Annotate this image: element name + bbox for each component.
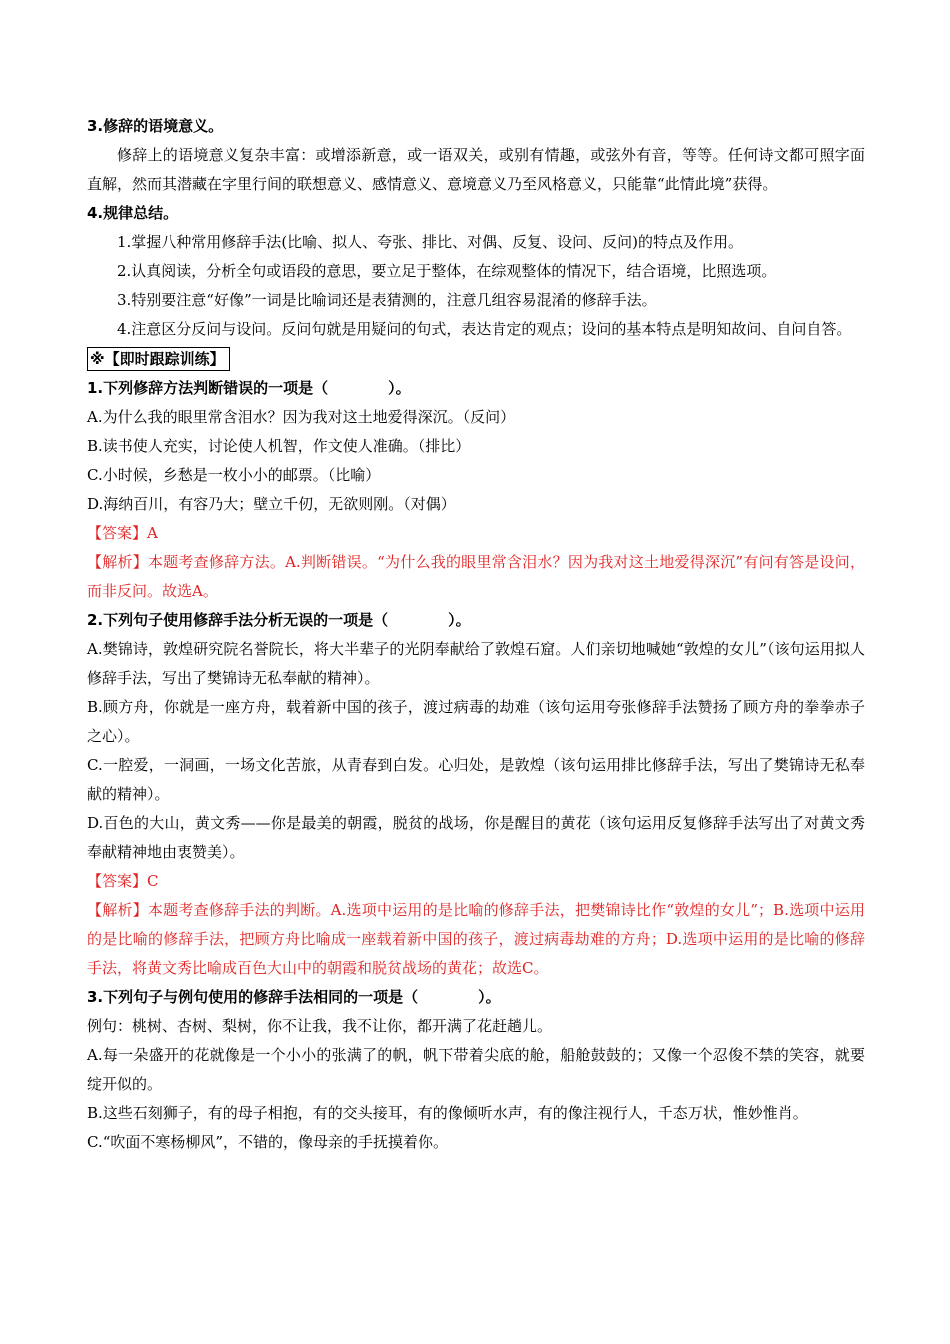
question-3-option-b: B.这些石刻狮子，有的母子相抱，有的交头接耳，有的像倾听水声，有的像注视行人，千态万状，惟妙惟肖。	[87, 1104, 808, 1122]
question-2-option-c: C.一腔爱，一洞画，一场文化苦旅，从青春到白发。心归处，是敦煌（该句运用排比修辞手法，写出了樊锦诗无私奉献的精神）。	[87, 756, 865, 803]
question-1-analysis: 【解析】本题考查修辞方法。A.判断错误。“为什么我的眼里常含泪水？因为我对这土地爱得深沉”有问有答是设问，而非反问。故选A。	[87, 553, 865, 600]
rule-item-3: 3.特别要注意“好像”一词是比喻词还是表猜测的，注意几组容易混淆的修辞手法。	[117, 291, 657, 309]
rule-item-4: 4.注意区分反问与设问。反问句就是用疑问的句式，表达肯定的观点；设问的基本特点是明知故问、自问自答。	[117, 320, 852, 338]
question-1-option-a: A.为什么我的眼里常含泪水？因为我对这土地爱得深沉。（反问）	[87, 408, 516, 426]
question-1-option-c: C.小时候，乡愁是一枚小小的邮票。（比喻）	[87, 466, 381, 484]
section-4-title: 4.规律总结。	[87, 204, 179, 222]
training-section-label: ※【即时跟踪训练】	[87, 347, 230, 371]
question-2-option-a: A.樊锦诗，敦煌研究院名誉院长，将大半辈子的光阴奉献给了敦煌石窟。人们亲切地喊她“敦煌的女儿”（该句运用拟人修辞手法，写出了樊锦诗无私奉献的精神）。	[87, 640, 865, 687]
rule-item-2: 2.认真阅读，分析全句或语段的意思，要立足于整体，在综观整体的情况下，结合语境，比照选项。	[117, 262, 777, 280]
question-2-option-d: D.百色的大山，黄文秀——你是最美的朝霞，脱贫的战场，你是醒目的黄花（该句运用反复修辞手法写出了对黄文秀奉献精神地由衷赞美）。	[87, 814, 865, 861]
section-3-title: 3.修辞的语境意义。	[87, 117, 224, 135]
question-2-analysis: 【解析】本题考查修辞手法的判断。A.选项中运用的是比喻的修辞手法，把樊锦诗比作“敦煌的女儿”；B.选项中运用的是比喻的修辞手法，把顾方舟比喻成一座载着新中国的孩子，渡过病毒劫难的方舟；D.选项中运用的是比喻的修辞手法，将黄文秀比喻成百色大山中的朝霞和脱贫战场的黄花；故选C。	[87, 901, 865, 977]
rule-item-1: 1.掌握八种常用修辞手法(比喻、拟人、夸张、排比、对偶、反复、设问、反问)的特点及作用。	[117, 233, 744, 251]
question-3-example: 例句：桃树、杏树、梨树，你不让我，我不让你，都开满了花赶趟儿。	[87, 1017, 553, 1035]
document-page	[87, 112, 865, 1157]
question-1-option-d: D.海纳百川，有容乃大；壁立千仞，无欲则刚。（对偶）	[87, 495, 456, 513]
question-1-stem: 1.下列修辞方法判断错误的一项是（ ）。	[87, 379, 411, 397]
section-3-body: 修辞上的语境意义复杂丰富：或增添新意，或一语双关，或别有情趣，或弦外有音，等等。任何诗文都可照字面直解，然而其潜藏在字里行间的联想意义、感情意义、意境意义乃至风格意义，只能靠“此情此境”获得。	[87, 146, 865, 193]
question-1-option-b: B.读书使人充实，讨论使人机智，作文使人准确。（排比）	[87, 437, 471, 455]
question-3-stem: 3.下列句子与例句使用的修辞手法相同的一项是（ ）。	[87, 988, 501, 1006]
question-2-answer: 【答案】C	[87, 872, 159, 890]
question-2-stem: 2.下列句子使用修辞手法分析无误的一项是（ ）。	[87, 611, 471, 629]
question-1-answer: 【答案】A	[87, 524, 158, 542]
question-2-option-b: B.顾方舟，你就是一座方舟，载着新中国的孩子，渡过病毒的劫难（该句运用夸张修辞手法赞扬了顾方舟的拳拳赤子之心）。	[87, 698, 865, 745]
question-3-option-a: A.每一朵盛开的花就像是一个小小的张满了的帆，帆下带着尖底的舱，船舱鼓鼓的；又像一个忍俊不禁的笑容，就要绽开似的。	[87, 1046, 865, 1093]
question-3-option-c: C.“吹面不寒杨柳风”，不错的，像母亲的手抚摸着你。	[87, 1133, 449, 1151]
